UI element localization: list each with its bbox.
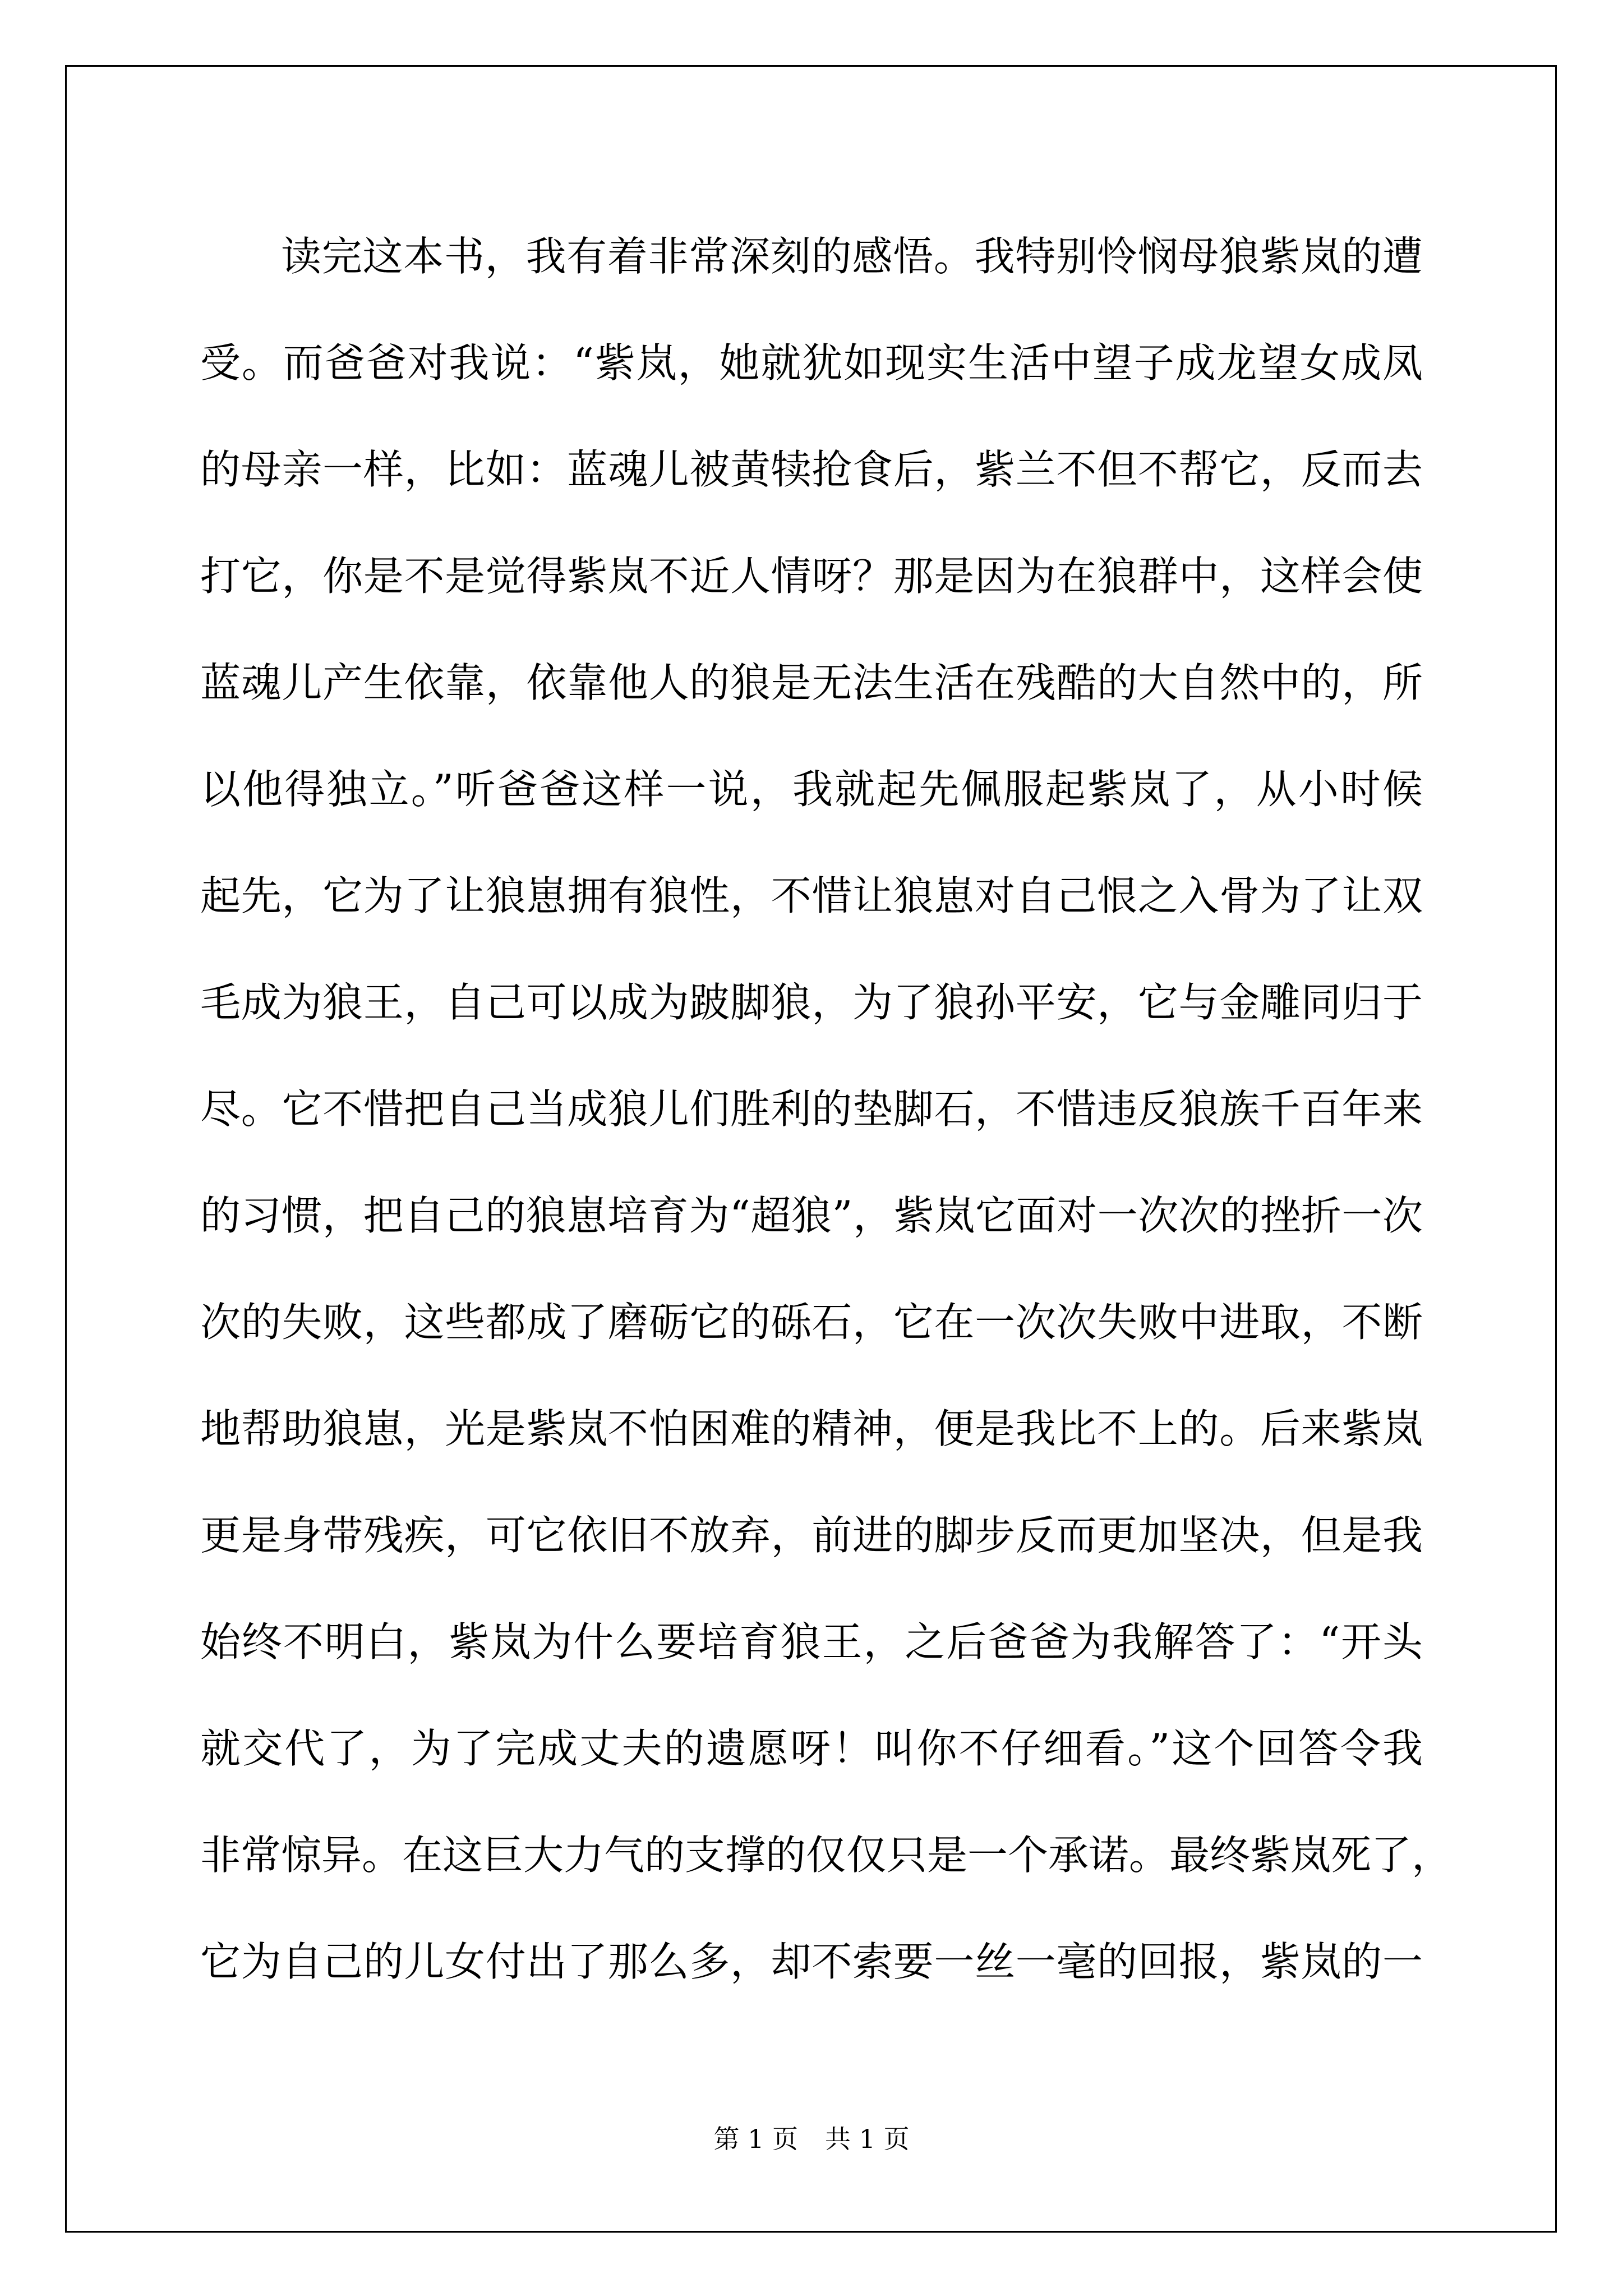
page-total: 共 1 页 [825, 2124, 910, 2154]
page-footer [0, 2122, 1623, 2156]
text-line: 更是身带残疾，可它依旧不放弃，前进的脚步反而更加坚决，但是我 [200, 1512, 1423, 1559]
text-line: 始终不明白，紫岚为什么要培育狼王，之后爸爸为我解答了：“开头 [200, 1618, 1423, 1665]
text-line: 读完这本书，我有着非常深刻的感悟。我特别怜悯母狼紫岚的遭 [281, 233, 1423, 280]
text-line: 以他得独立。”听爸爸这样一说，我就起先佩服起紫岚了，从小时候 [200, 766, 1423, 813]
text-line: 打它，你是不是觉得紫岚不近人情呀？那是因为在狼群中，这样会使 [200, 553, 1423, 600]
body-text [200, 203, 1453, 2015]
text-line: 毛成为狼王，自己可以成为跛脚狼，为了狼孙平安，它与金雕同归于 [200, 979, 1423, 1026]
text-line: 它为自己的儿女付出了那么多，却不索要一丝一毫的回报，紫岚的一 [200, 1938, 1423, 1985]
text-line: 起先，它为了让狼崽拥有狼性，不惜让狼崽对自己恨之入骨为了让双 [200, 872, 1423, 919]
text-line: 地帮助狼崽，光是紫岚不怕困难的精神，便是我比不上的。后来紫岚 [200, 1405, 1423, 1452]
text-line: 尽。它不惜把自己当成狼儿们胜利的垫脚石，不惜违反狼族千百年来 [200, 1085, 1423, 1133]
text-line: 的习惯，把自己的狼崽培育为“超狼”，紫岚它面对一次次的挫折一次 [200, 1192, 1423, 1239]
text-line: 蓝魂儿产生依靠，依靠他人的狼是无法生活在残酷的大自然中的，所 [200, 659, 1423, 706]
text-line: 非常惊异。在这巨大力气的支撑的仅仅只是一个承诺。最终紫岚死了， [200, 1832, 1453, 1879]
text-line: 就交代了，为了完成丈夫的遗愿呀！叫你不仔细看。”这个回答令我 [200, 1725, 1423, 1772]
text-line: 的母亲一样，比如：蓝魂儿被黄犊抢食后，紫兰不但不帮它，反而去 [200, 446, 1423, 493]
page-number: 第 1 页 [713, 2124, 798, 2154]
text-line: 次的失败，这些都成了磨砺它的砾石，它在一次次失败中进取，不断 [200, 1299, 1423, 1346]
text-line: 受。而爸爸对我说：“紫岚，她就犹如现实生活中望子成龙望女成凤 [200, 339, 1423, 386]
